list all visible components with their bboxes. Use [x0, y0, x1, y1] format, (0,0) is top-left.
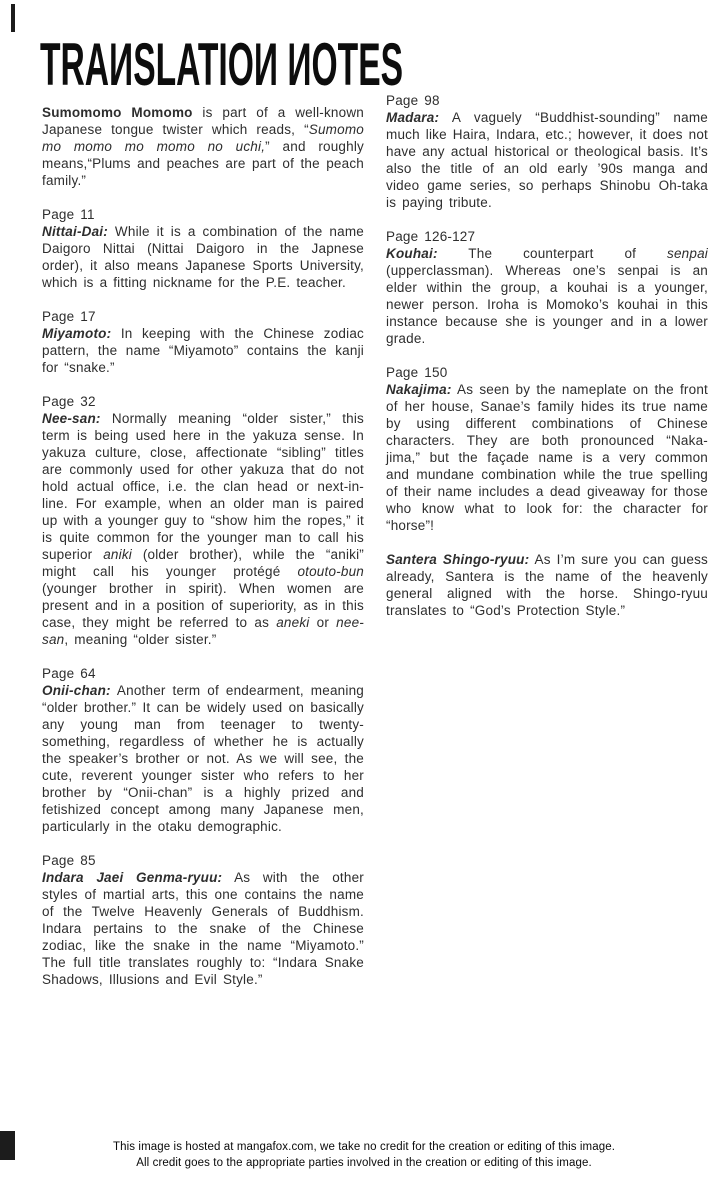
page-number-heading: Page 126-127 — [386, 229, 476, 244]
page-title: TRAИSLATIOИ ИOTES — [40, 31, 404, 98]
note-section — [42, 393, 364, 648]
note-text: Miyamoto: In keeping with the Chinese zodiac pattern, the name “Miyamoto” contains the kanji for “snake.” — [42, 326, 364, 375]
page-number-heading: Page 32 — [42, 394, 96, 409]
note-text: Onii-chan: Another term of endearment, meaning “older brother.” It can be widely used on basically any young man from teenager to twenty-something, regardless of whether he is actually the speaker’s brother or not. As we will see, the cute, reverent younger sister who refers to her brother by “Onii-chan” is a highly prized and fetishized concept among many Japanese men, particularly in the otaku demographic. — [42, 683, 364, 834]
note-text: Nee-san: Normally meaning “older sister,” this term is being used here in the yakuza sense. In yakuza culture, close, affectionate “sibling” titles are commonly used for other yakuza that do not hold actual office, i.e. the clan head or next-in-line. For example, when an older man is paired up with a younger guy to “show him the ropes,” it is quite common for the younger man to call his superior aniki (older brother), while the “aniki” might call his younger protégé otouto-bun (younger brother in spirit). When women are present and in a position of superiority, as in this case, they might be referred to as aneki or nee-san, meaning “older sister.” — [42, 411, 364, 647]
note-text: Santera Shingo-ryuu: As I’m sure you can guess already, Santera is the name of the heavenly general aligned with the horse. Shingo-ryuu translates to “God’s Protection Style.” — [386, 552, 708, 618]
footer-line-1: This image is hosted at mangafox.com, we take no credit for the creation or editing of this image. — [113, 1141, 615, 1153]
note-text: Madara: A vaguely “Buddhist-sounding” name much like Haira, Indara, etc.; however, it does not have any actual historical or theological basis. It’s also the title of an old early ’90s manga and video game series, so perhaps Shinobu Oh-taka is paying tribute. — [386, 110, 708, 210]
page-number-heading: Page 11 — [42, 207, 95, 222]
note-text: Indara Jaei Genma-ryuu: As with the other styles of martial arts, this one contains the name of the Twelve Heavenly Generals of Buddhism. Indara pertains to the snake of the Chinese zodiac, like the snake in the name “Miyamoto.” The full title translates roughly to: “Indara Snake Shadows, Illusions and Evil Style.” — [42, 870, 364, 987]
note-section — [386, 228, 708, 347]
page-number-heading: Page 85 — [42, 853, 96, 868]
note-text: Sumomomo Momomo is part of a well-known Japanese tongue twister which reads, “Sumomo mo momo mo momo no uchi,” and roughly means,“Plums and peaches are part of the peach family.” — [42, 105, 365, 188]
notes-column-right — [386, 92, 708, 636]
page-number-heading: Page 98 — [386, 93, 440, 108]
page-number-heading: Page 150 — [386, 365, 448, 380]
note-section — [42, 665, 364, 835]
note-section — [386, 92, 708, 211]
note-section — [42, 104, 364, 189]
page-number-heading: Page 17 — [42, 309, 96, 324]
note-section — [386, 551, 708, 619]
scan-artifact-top-mark — [11, 4, 15, 32]
footer-line-2: All credit goes to the appropriate parties involved in the creation or editing of this image. — [136, 1157, 592, 1169]
note-section — [386, 364, 708, 534]
notes-column-left — [42, 104, 364, 1005]
note-text: Kouhai: The counterpart of senpai (upperclassman). Whereas one’s senpai is an elder within the group, a kouhai is a younger, newer person. Iroha is Momoko’s kouhai in this instance because she is younger and in a lower grade. — [386, 246, 708, 346]
note-section — [42, 206, 364, 291]
note-text: Nakajima: As seen by the nameplate on the front of her house, Sanae’s family hides its true name by using different combinations of Chinese characters. They are both pronounced “Naka-jima,” but the façade name is a very common and mundane combination while the true spelling of their name includes a dead giveaway for those who know what to look for: the character for “horse”! — [386, 382, 708, 533]
page-number-heading: Page 64 — [42, 666, 96, 681]
note-section — [42, 852, 364, 988]
note-section — [42, 308, 364, 376]
note-text: Nittai-Dai: While it is a combination of the name Daigoro Nittai (Nittai Daigoro in the Japnese order), it also means Japanese Sports University, which is a fitting nickname for the P.E. teacher. — [42, 224, 364, 290]
footer-credit — [0, 1139, 728, 1171]
